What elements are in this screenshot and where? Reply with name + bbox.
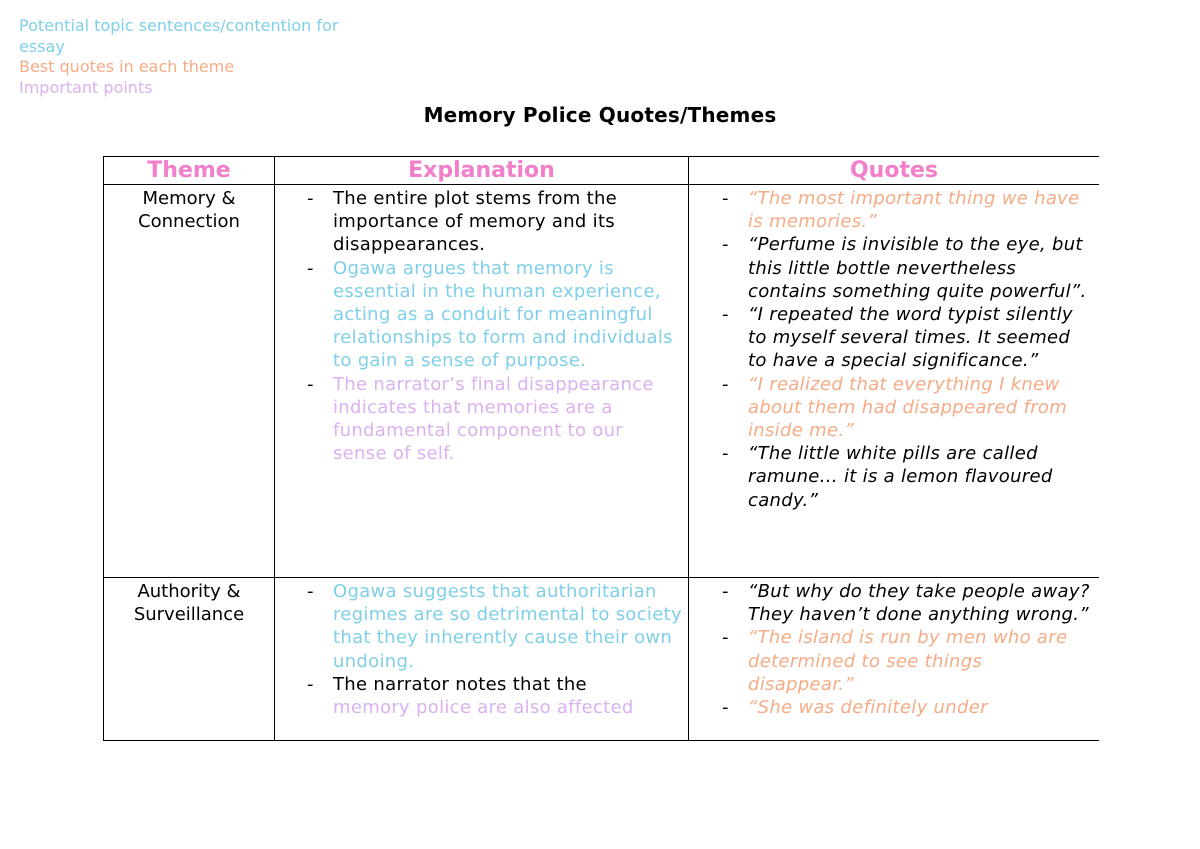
explanation-list <box>275 578 688 719</box>
explanation-list <box>275 185 688 465</box>
list-item: - “The island is run by men who are determined to see things disappear.” <box>689 626 1099 696</box>
list-item: - “She was definitely under <box>689 696 1099 719</box>
document-title: Memory Police Quotes/Themes <box>423 103 777 127</box>
legend-points: Important points <box>19 77 153 97</box>
table-row <box>104 578 1100 742</box>
quotes-list <box>689 185 1099 512</box>
list-item: - Ogawa suggests that authoritarian regimes are so detrimental to society that they inherently cause their own undoing. <box>275 580 688 673</box>
table-row <box>104 185 1100 578</box>
legend-topic: Potential topic sentences/contention for essay <box>19 16 339 56</box>
quotes-cell <box>689 185 1100 578</box>
explanation-cell <box>275 185 689 578</box>
list-item <box>275 673 688 719</box>
list-item: - “The most important thing we have is memories.” <box>689 187 1099 233</box>
list-item-text: The narrator notes that the <box>333 673 587 695</box>
themes-table <box>103 156 1099 741</box>
theme-cell <box>104 185 275 578</box>
list-item: - “I repeated the word typist silently to myself several times. It seemed to have a special significance.” <box>689 303 1099 373</box>
theme-label: Connection <box>138 211 240 233</box>
header-quotes: Quotes <box>689 157 1100 185</box>
list-item: - “Perfume is invisible to the eye, but this little bottle nevertheless contains something quite powerful”. <box>689 233 1099 303</box>
list-item: - “But why do they take people away? They haven’t done anything wrong.” <box>689 580 1099 626</box>
list-item: - “I realized that everything I knew about them had disappeared from inside me.” <box>689 373 1099 443</box>
quotes-list <box>689 578 1099 719</box>
theme-label: Authority & <box>137 581 241 602</box>
theme-label: Memory & <box>142 188 236 209</box>
list-item: - “The little white pills are called ramune… it is a lemon flavoured candy.” <box>689 442 1099 512</box>
explanation-cell <box>275 578 689 742</box>
quotes-cell <box>689 578 1100 742</box>
list-item-continuation: memory police are also affected <box>333 697 634 719</box>
table-header-row <box>104 157 1100 185</box>
header-explanation: Explanation <box>275 157 689 185</box>
list-item: - Ogawa argues that memory is essential in the human experience, acting as a conduit for meaningful relationships to form and individuals to gain a sense of purpose. <box>275 257 688 373</box>
theme-cell <box>104 578 275 742</box>
themes-table-container <box>103 156 1099 741</box>
header-theme: Theme <box>104 157 275 185</box>
color-legend <box>19 16 379 98</box>
list-item: - The entire plot stems from the importance of memory and its disappearances. <box>275 187 688 257</box>
legend-quotes: Best quotes in each theme <box>19 57 235 76</box>
theme-label: Surveillance <box>133 604 245 626</box>
list-item: - The narrator’s final disappearance indicates that memories are a fundamental component to our sense of self. <box>275 373 688 466</box>
